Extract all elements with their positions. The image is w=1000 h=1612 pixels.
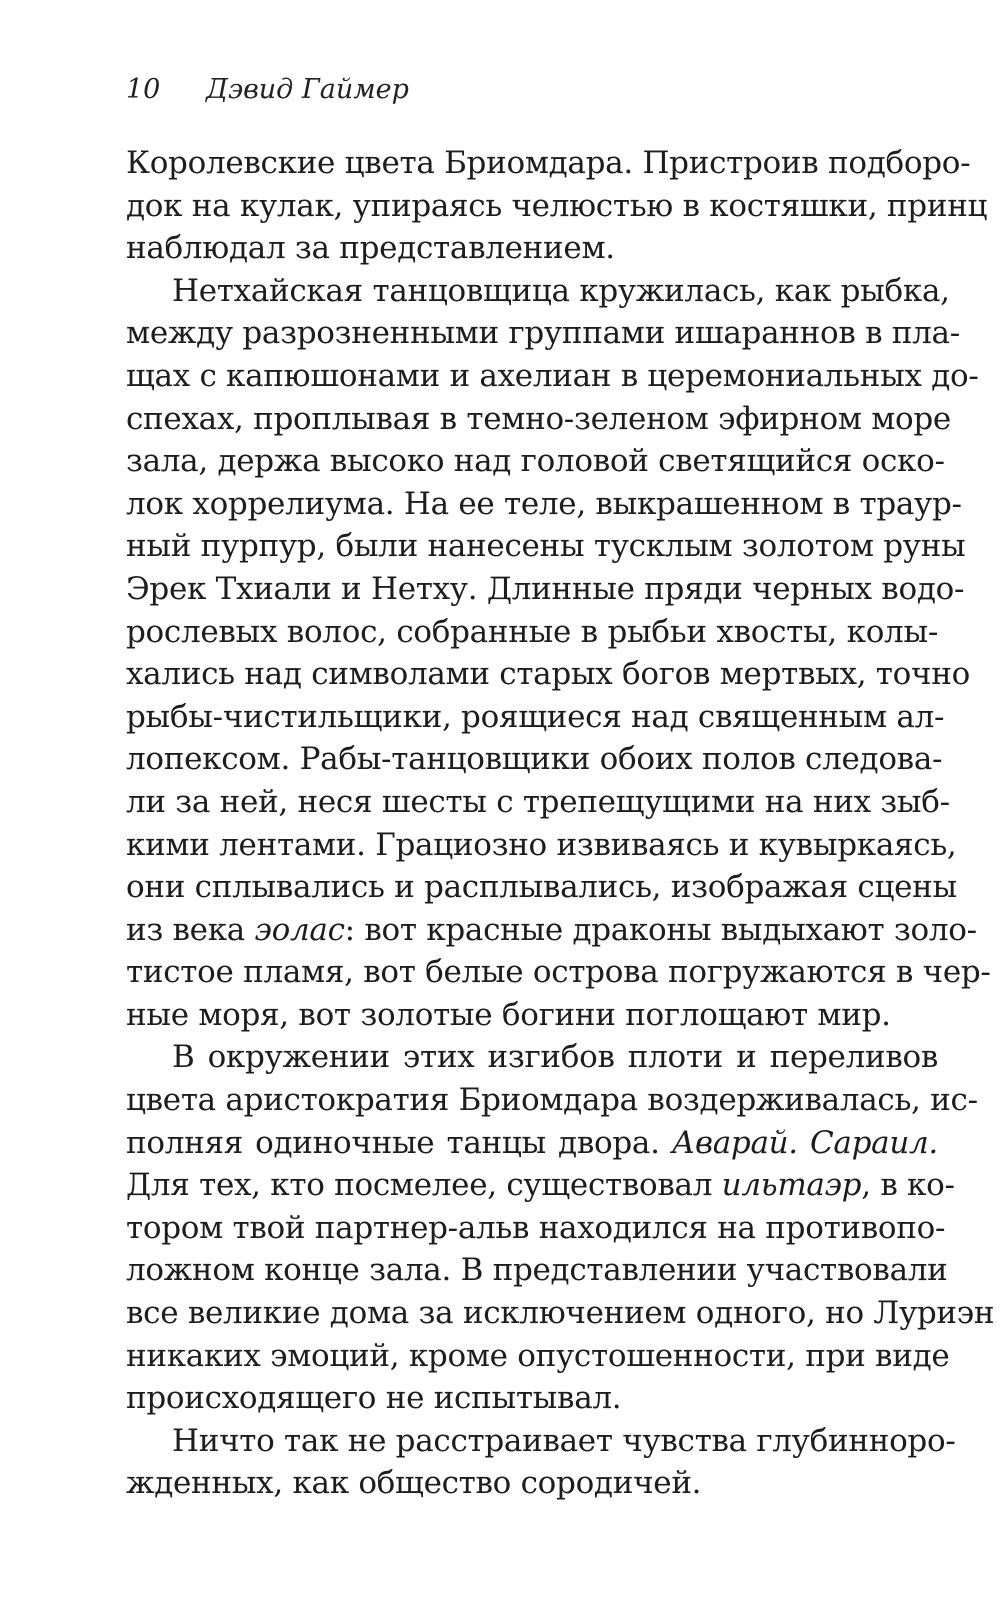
text-line: цвета аристократия Бриомдара воздерживалась, ис- bbox=[126, 1082, 978, 1119]
text-line: хались над символами старых богов мертвых, точно bbox=[126, 656, 970, 693]
text-run: : вот красные драконы выдыхают золо- bbox=[344, 911, 977, 948]
text-line: док на кулак, упираясь челюстью в костяшки, принц bbox=[126, 187, 988, 224]
text-line: наблюдал за представлением. bbox=[126, 230, 615, 267]
text-run: полняя одиночные танцы двора. bbox=[126, 1124, 672, 1161]
text-line: лок хоррелиума. На ее теле, выкрашенном в траур- bbox=[126, 485, 962, 522]
text-line: жденных, как общество сородичей. bbox=[126, 1465, 702, 1502]
text-line: Нетхайская танцовщица кружилась, как рыбка, bbox=[172, 272, 950, 309]
text-line: рыбы-чистильщики, роящиеся над священным ал- bbox=[126, 698, 945, 735]
text-line: происходящего не испытывал. bbox=[126, 1380, 622, 1417]
text-line: рослевых волос, собранные в рыбьи хвосты, колы- bbox=[126, 613, 938, 650]
text-line: между разрозненными группами ишараннов в пла- bbox=[126, 315, 960, 352]
text-line: Эрек Тхиали и Нетху. Длинные пряди черных водо- bbox=[126, 570, 965, 607]
text-line: никаких эмоций, кроме опустошенности, при виде bbox=[126, 1337, 950, 1374]
text-line: спехах, проплывая в темно-зеленом эфирном море bbox=[126, 400, 951, 437]
italic-term: ильтаэр bbox=[721, 1167, 862, 1204]
text-line: все великие дома за исключением одного, но Луриэн bbox=[126, 1295, 995, 1332]
text-line: Королевские цвета Бриомдара. Пристроив подборо- bbox=[126, 145, 971, 181]
body-text bbox=[126, 142, 995, 1505]
text-line: ный пурпур, были нанесены тусклым золотом руны bbox=[126, 528, 966, 565]
text-line: ли за ней, неся шесты с трепещущими на них зыб- bbox=[126, 783, 950, 820]
text-line: кими лентами. Грациозно извиваясь и кувыркаясь, bbox=[126, 826, 957, 863]
text-line bbox=[126, 1122, 938, 1165]
text-line: лопексом. Рабы-танцовщики обоих полов следова- bbox=[126, 741, 943, 778]
text-line bbox=[126, 1164, 955, 1207]
text-line: они сплывались и расплывались, изображая сцены bbox=[126, 869, 957, 906]
text-run: Для тех, кто посмелее, существовал bbox=[126, 1167, 722, 1204]
text-line: ные моря, вот золотые богини поглощают мир. bbox=[126, 996, 891, 1033]
text-run: из века bbox=[126, 911, 255, 948]
italic-term: Аварай. Сараил. bbox=[671, 1124, 938, 1161]
running-head bbox=[126, 74, 409, 105]
text-line bbox=[126, 909, 977, 952]
text-line: Ничто так не расстраивает чувства глубиннорo- bbox=[172, 1422, 956, 1459]
text-line: В окружении этих изгибов плоти и переливов bbox=[172, 1039, 938, 1076]
text-line: щах с капюшонами и ахелиан в церемониальных до- bbox=[126, 357, 979, 394]
text-line: тором твой партнер-альв находился на противопо- bbox=[126, 1209, 946, 1246]
page-number: 10 bbox=[126, 74, 161, 105]
running-head-author: Дэвид Гаймер bbox=[206, 74, 409, 105]
italic-term: эолас bbox=[254, 911, 345, 948]
text-run: , в ко- bbox=[861, 1167, 955, 1204]
text-line: зала, держа высоко над головой светящийся оско- bbox=[126, 443, 945, 480]
text-line: тистое пламя, вот белые острова погружаются в чер- bbox=[126, 954, 991, 991]
text-line: ложном конце зала. В представлении участвовали bbox=[126, 1252, 948, 1289]
